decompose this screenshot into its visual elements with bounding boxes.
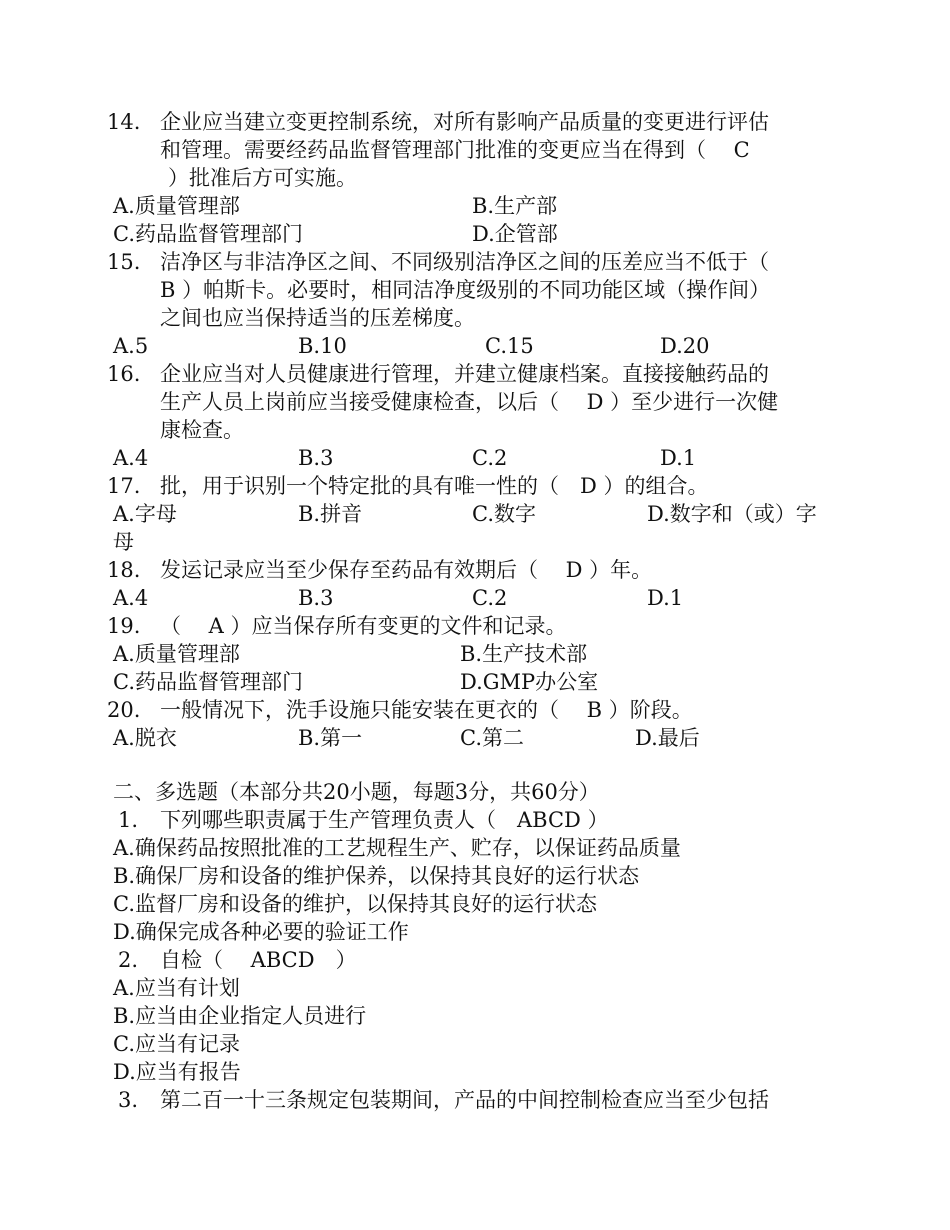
question-text: 之间也应当保持适当的压差梯度。 [160, 306, 475, 330]
option-c: C.2 [472, 586, 508, 610]
option-b: B.第一 [298, 726, 363, 750]
option-a: A.字母 [113, 502, 177, 526]
question-text: 企业应当对人员健康进行管理，并建立健康档案。直接接触药品的 [160, 362, 769, 386]
question-text: 和管理。需要经药品监督管理部门批准的变更应当在得到（ C [160, 138, 750, 162]
question-text: 企业应当建立变更控制系统，对所有影响产品质量的变更进行评估 [160, 110, 769, 134]
option-b: B.3 [298, 586, 334, 610]
option-d: D.最后 [635, 726, 700, 750]
question-number: 3. [118, 1088, 139, 1112]
question-text: 批，用于识别一个特定批的具有唯一性的（ D ）的组合。 [160, 474, 709, 498]
option-a: A.脱衣 [113, 726, 177, 750]
question-number: 18. [107, 558, 141, 582]
question-text: （ A ）应当保存所有变更的文件和记录。 [160, 614, 567, 638]
option-c: C.应当有记录 [113, 1032, 240, 1056]
option-a: A.质量管理部 [113, 194, 240, 218]
question-text: 一般情况下，洗手设施只能安装在更衣的（ B ）阶段。 [160, 698, 693, 722]
question-text: 洁净区与非洁净区之间、不同级别洁净区之间的压差应当不低于（ [160, 250, 769, 274]
option-c: C.药品监督管理部门 [113, 222, 303, 246]
option-d: D.数字和（或）字 [647, 502, 817, 526]
option-b: B.10 [298, 334, 347, 358]
option-a: A.确保药品按照批准的工艺规程生产、贮存，以保证药品质量 [113, 836, 681, 860]
option-c: C.数字 [472, 502, 536, 526]
question-number: 16. [107, 362, 141, 386]
question-number: 19. [107, 614, 141, 638]
question-number: 2. [118, 948, 139, 972]
question-text: 下列哪些职责属于生产管理负责人（ ABCD ） [160, 808, 609, 832]
option-c: C.药品监督管理部门 [113, 670, 303, 694]
option-b: B.确保厂房和设备的维护保养，以保持其良好的运行状态 [113, 864, 640, 888]
option-d: D.应当有报告 [113, 1060, 241, 1084]
option-b: B.生产技术部 [460, 642, 588, 666]
option-d: D.1 [660, 446, 697, 470]
option-a: A.质量管理部 [113, 642, 240, 666]
question-number: 20. [107, 698, 141, 722]
option-b: B.应当由企业指定人员进行 [113, 1004, 367, 1028]
question-number: 17. [107, 474, 141, 498]
question-text: 生产人员上岗前应当接受健康检查，以后（ D ）至少进行一次健 [160, 390, 779, 414]
question-text: 第二百一十三条规定包装期间，产品的中间控制检查应当至少包括 [160, 1088, 769, 1112]
option-c: C.第二 [460, 726, 524, 750]
question-number: 1. [118, 808, 139, 832]
section-heading: 二、多选题（本部分共20小题，每题3分，共60分） [113, 780, 600, 804]
question-number: 14. [107, 110, 141, 134]
option-d: D.确保完成各种必要的验证工作 [113, 920, 409, 944]
option-d: D.1 [647, 586, 684, 610]
option-d: D.20 [660, 334, 710, 358]
option-a: A.4 [113, 446, 149, 470]
option-d-wrap: 母 [113, 530, 134, 554]
option-c: C.15 [485, 334, 534, 358]
option-c: C.监督厂房和设备的维护，以保持其良好的运行状态 [113, 892, 597, 916]
question-text: 发运记录应当至少保存至药品有效期后（ D ）年。 [160, 558, 653, 582]
option-d: D.企管部 [472, 222, 558, 246]
question-text: ）批准后方可实施。 [168, 166, 357, 190]
question-number: 15. [107, 250, 141, 274]
question-text: B ）帕斯卡。必要时，相同洁净度级别的不同功能区域（操作间） [160, 278, 771, 302]
option-a: A.5 [113, 334, 149, 358]
option-b: B.3 [298, 446, 334, 470]
option-c: C.2 [472, 446, 508, 470]
option-b: B.拼音 [298, 502, 363, 526]
question-text: 康检查。 [160, 418, 244, 442]
question-text: 自检（ ABCD ） [160, 948, 357, 972]
option-d: D.GMP办公室 [460, 670, 599, 694]
option-a: A.应当有计划 [113, 976, 240, 1000]
option-b: B.生产部 [472, 194, 558, 218]
option-a: A.4 [113, 586, 149, 610]
